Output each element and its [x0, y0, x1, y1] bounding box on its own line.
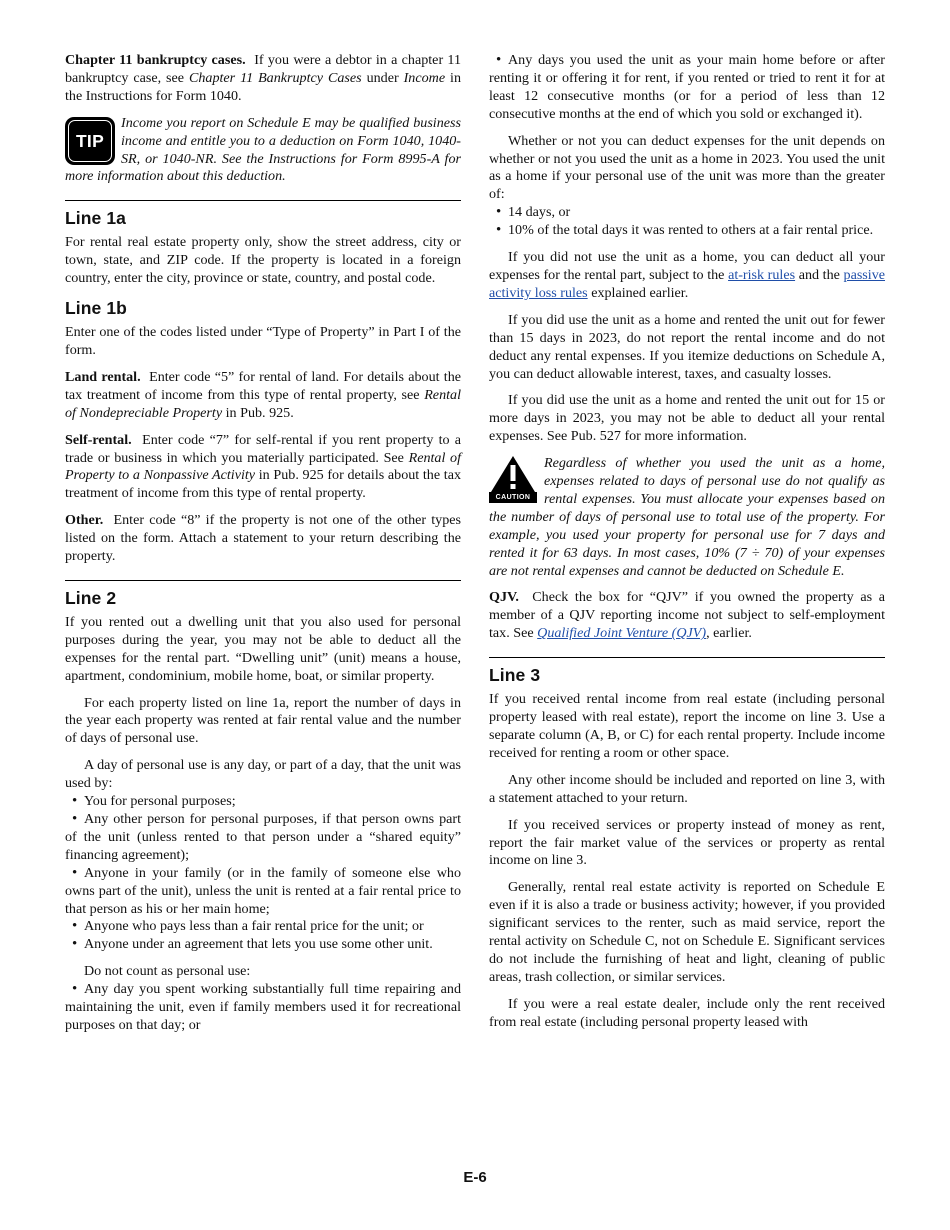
land-rental-ref: Rental of Nondepreciable Property [65, 386, 461, 421]
deduct-paragraph: Whether or not you can deduct expenses for the unit depends on whether or not you used the unit as a home in 2023. You used the unit as a home if your personal use of the unit was more than the greater of: [489, 132, 885, 203]
line-1a-text: For rental real estate property only, show the street address, city or town, state, and ZIP code. If the property is located in a foreign country, enter the city, province or state, country, and postal code. [65, 234, 461, 287]
list-item: • Anyone in your family (or in the family of someone else who owns part of the unit), unless the unit is rented at a fair rental price to that person as his or her main home; [65, 865, 461, 919]
chapter11-ref-2: Income [403, 69, 446, 86]
land-rental-title: Land rental. [65, 368, 141, 385]
line-1b-text: Enter one of the codes listed under “Type of Property” in Part I of the form. [65, 324, 461, 358]
self-rental-paragraph [65, 432, 461, 504]
qjv-title: QJV. [489, 589, 519, 606]
other-text: Enter code “8” if the property is not one of the other types listed on the form. Attach a statement to your return describing the property. [65, 512, 461, 565]
warning-triangle-icon [489, 455, 537, 493]
left-column [65, 52, 461, 1035]
line-3-paragraph: If you were a real estate dealer, include only the rent received from real estate (including personal property leased with [489, 995, 885, 1030]
list-item: • Any days you used the unit as your main home before or after renting it or offering it for rent, if you rented or tried to rent it for at least 12 consecutive months (or for a period of less than 12 consecutive months at the end of which you sold or exchanged it). [489, 52, 885, 124]
self-rental-text-2: in Pub. 925 for details about the tax treatment of income from this type of rental property. [65, 467, 462, 502]
not-personal-intro: Do not count as personal use: [84, 963, 251, 980]
line-2-paragraph: For each property listed on line 1a, report the number of days in the year each property was rented at fair rental value and the number of days of personal use. [65, 694, 461, 747]
qjv-text: Check the box for “QJV” if you owned the property as a member of a QJV reporting income not subject to self-employment tax. See [489, 589, 885, 642]
chapter11-ref: Chapter 11 Bankruptcy Cases [188, 69, 362, 86]
line-2-paragraph: If you rented out a dwelling unit that you also used for personal purposes during the year, you may not be able to deduct all the expenses for the rental part. “Dwelling unit” (unit) means a house, apartment, condominium, mobile home, boat, or similar property. [65, 613, 461, 684]
chapter11-text-3: in the Instructions for Form 1040. [65, 69, 461, 104]
deduct-paragraph: If you did use the unit as a home and rented the unit out for fewer than 15 days in 2023, do not report the rental income and do not deduct any rental expenses. If you itemize deductions on Schedule A, you can deduct allowable interest, taxes, and casualty losses. [489, 311, 885, 382]
chapter11-paragraph [65, 52, 461, 106]
line-3-heading: Line 3 [489, 665, 541, 686]
deduct-text: If you did not use the unit as a home, you can deduct all your expenses for the rental part, subject to the [489, 249, 885, 283]
page-number: E-6 [463, 1169, 487, 1186]
divider [489, 657, 885, 658]
divider [65, 200, 461, 201]
chapter11-text-2: under [366, 69, 399, 86]
line-3-paragraph: Generally, rental real estate activity is reported on Schedule E even if it is also a trade or business activity; however, if you provided significant services to the renter, such as maid service, report the rental activity on Schedule C, not on Schedule E. Significant services do not include the furnishing of heat and light, cleaning of public areas, trash collection, or similar services. [489, 879, 885, 985]
list-item: • 10% of the total days it was rented to others at a fair rental price. [489, 222, 885, 240]
caution-text: Regardless of whether you used the unit as a home, expenses related to days of personal use do not qualify as rental expenses. You must allocate your expenses based on the number of days of personal use to total use of the property. For example, you used your property for personal use for 7 days and rented it for 63 days. In most cases, 10% (7 ÷ 70) of your expenses are not rental expenses and cannot be deducted on Schedule E. [489, 455, 885, 579]
qualified-joint-venture-link[interactable]: Qualified Joint Venture (QJV) [537, 625, 707, 642]
caution-icon [489, 455, 537, 503]
tip-note [65, 115, 461, 187]
caution-label: CAUTION [489, 492, 537, 503]
divider [65, 580, 461, 581]
list-item: • Any day you spent working substantially full time repairing and maintaining the unit, even if family members used it for recreational purposes on that day; or [65, 981, 461, 1035]
list-item: • You for personal purposes; [65, 793, 461, 811]
self-rental-title: Self-rental. [65, 431, 132, 448]
deduct-text: explained earlier. [591, 284, 689, 301]
deduct-text: and the [798, 266, 840, 283]
list-item: • 14 days, or [489, 204, 885, 222]
qjv-text-2: , earlier. [706, 625, 752, 642]
chapter11-text: If you were a debtor in a chapter 11 bankruptcy case, see [65, 52, 462, 86]
land-rental-text-2: in Pub. 925. [225, 404, 294, 421]
land-rental-text: Enter code “5” for rental of land. For details about the tax treatment of income from this type of rental property, see [65, 368, 462, 403]
tip-icon [65, 117, 115, 165]
land-rental-paragraph [65, 369, 461, 423]
chapter11-title: Chapter 11 bankruptcy cases. [65, 52, 246, 68]
other-title: Other. [65, 512, 104, 529]
self-rental-text: Enter code “7” for self-rental if you rent property to a trade or business in which you materially participated. See [65, 431, 462, 466]
line-1a-heading: Line 1a [65, 208, 127, 229]
line-3-paragraph: If you received rental income from real estate (including personal property leased with real estate), report the income on line 3. Use a separate column (A, B, or C) for each rental property. Include income received for renting a room or other space. [489, 691, 885, 761]
line-3-paragraph: If you received services or property instead of money as rent, report the fair market value of the services or property as rental income on line 3. [489, 816, 885, 869]
deduct-paragraph: If you did use the unit as a home and rented the unit out for 15 or more days in 2023, you may not be able to deduct all your rental expenses. See Pub. 527 for more information. [489, 392, 885, 445]
line-3-paragraph: Any other income should be included and reported on line 3, with a statement attached to your return. [489, 771, 885, 806]
right-column [489, 52, 885, 1041]
list-item: • Anyone under an agreement that lets you use some other unit. [65, 936, 461, 954]
at-risk-rules-link[interactable]: at-risk rules [728, 266, 796, 283]
passive-activity-loss-rules-link[interactable]: passive activity loss rules [489, 266, 886, 301]
qjv-paragraph [489, 589, 885, 643]
line-2-heading: Line 2 [65, 587, 117, 608]
line-1b-heading: Line 1b [65, 298, 127, 319]
self-rental-ref: Rental of Property to a Nonpassive Activity [65, 449, 461, 484]
line-2-paragraph: A day of personal use is any day, or part of a day, that the unit was used by: [65, 757, 461, 792]
tip-text: Income you report on Schedule E may be qualified business income and entitle you to a deduction on Form 1040, 1040-SR, or 1040-NR. See the Instructions for Form 8995-A for more information about this deduction. [65, 114, 461, 185]
other-paragraph [65, 512, 461, 566]
list-item: • Anyone who pays less than a fair rental price for the unit; or [65, 918, 461, 936]
caution-note [489, 455, 885, 580]
deduct-paragraph [489, 249, 885, 303]
tip-icon-label: TIP [68, 120, 112, 162]
list-item: • Any other person for personal purposes, if that person owns part of the unit (unless rented to that person under a “shared equity” financing agreement); [65, 811, 461, 865]
